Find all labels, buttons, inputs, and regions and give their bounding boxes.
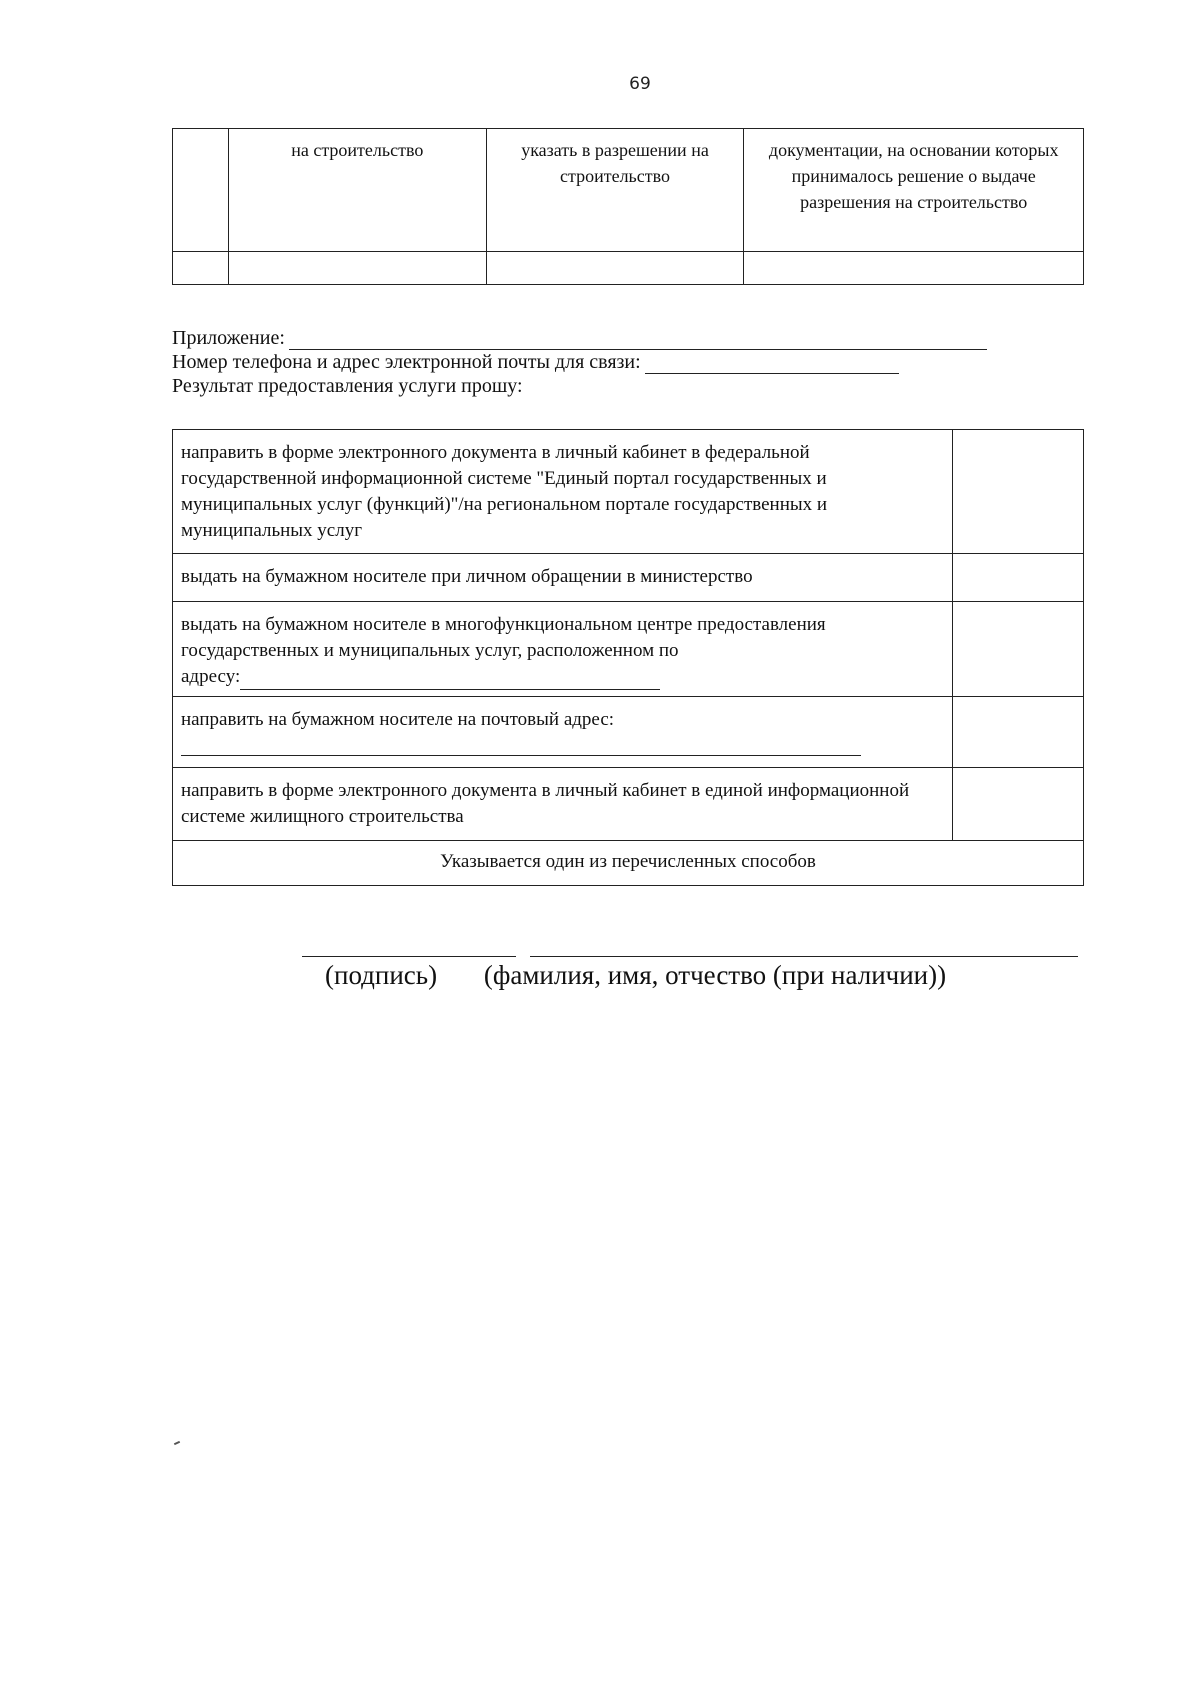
delivery-option-mfc [173,602,953,697]
scan-mark [174,1441,180,1445]
delivery-note: Указывается один из перечисленных способов [173,841,1084,886]
table-cell[interactable] [228,252,486,285]
delivery-option-checkbox[interactable] [953,768,1084,841]
table-cell: указать в разрешении на строительство [486,129,744,252]
delivery-option-checkbox[interactable] [953,602,1084,697]
attachment-label: Приложение: [172,327,285,349]
delivery-option-checkbox[interactable] [953,554,1084,602]
permit-table [172,128,1084,285]
table-row [173,697,1084,768]
table-row [173,252,1084,285]
address-field[interactable] [240,669,660,690]
table-row [173,768,1084,841]
signature-field[interactable] [302,955,516,957]
delivery-option-mfc-text: выдать на бумажном носителе в многофункциональном центре предоставления государственных и муниципальных услуг, расположенном по [181,614,826,661]
table-cell[interactable] [173,252,229,285]
delivery-option-epgu: направить в форме электронного документа в личный кабинет в федеральной государственной информационной системе "Единый портал государственных и муниципальных услуг (функций)"/на региональном портале государственных и муниципальных услуг [173,430,953,554]
table-row [173,554,1084,602]
delivery-option-eisgs: направить в форме электронного документа в личный кабинет в единой информационной системе жилищного строительства [173,768,953,841]
full-name-field[interactable] [530,955,1078,957]
delivery-option-checkbox[interactable] [953,697,1084,768]
contact-label: Номер телефона и адрес электронной почты для связи: [172,351,641,373]
table-row [173,841,1084,886]
table-cell [173,129,229,252]
form-fields [172,326,987,398]
table-cell[interactable] [486,252,744,285]
contact-line [172,350,987,374]
page-number: 69 [629,74,651,94]
delivery-option-post-text: направить на бумажном носителе на почтовый адрес: [181,709,615,730]
address-label: адресу: [181,666,241,687]
attachment-line [172,326,987,350]
attachment-field[interactable] [289,331,987,350]
postal-address-field[interactable] [181,733,861,756]
result-line [172,374,987,398]
contact-field[interactable] [645,355,899,374]
signature-captions [325,960,946,991]
delivery-option-ministry: выдать на бумажном носителе при личном обращении в министерство [173,554,953,602]
table-cell: на строительство [228,129,486,252]
table-row [173,430,1084,554]
result-label: Результат предоставления услуги прошу: [172,375,523,397]
table-row [173,129,1084,252]
delivery-option-checkbox[interactable] [953,430,1084,554]
table-cell: документации, на основании которых принималось решение о выдаче разрешения на строительство [744,129,1084,252]
table-row [173,602,1084,697]
delivery-options-table [172,429,1084,886]
table-cell[interactable] [744,252,1084,285]
signature-caption: (подпись) [325,960,438,990]
full-name-caption: (фамилия, имя, отчество (при наличии)) [483,960,947,990]
delivery-option-post [173,697,953,768]
